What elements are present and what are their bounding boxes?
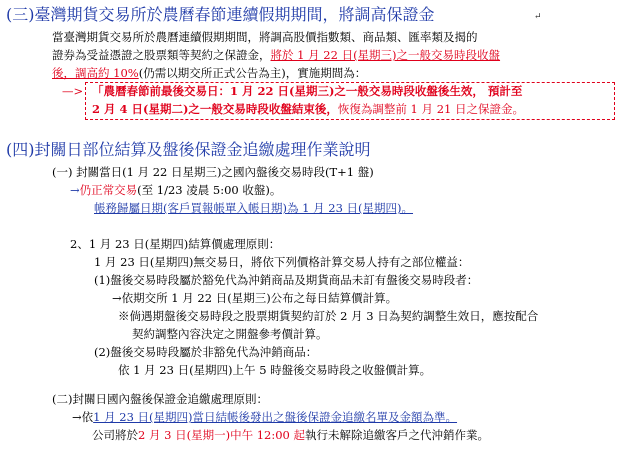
section3-paragraph-line1: 當臺灣期貨交易所於農曆連續假期期間，將調高股價指數類、商品類、匯率類及揭的	[52, 30, 478, 44]
item3-heading: (二)封關日國內盤後保證金追繳處理原則：	[52, 392, 268, 406]
section3-paragraph-line3	[52, 66, 366, 81]
item2-line4: (2)盤後交易時段屬於非豁免代為沖銷商品：	[94, 345, 318, 359]
item1-line: (一) 封關當日(1 月 22 日星期三)之國內盤後交易時段(T+1 盤)	[52, 165, 374, 179]
arrow-icon: →	[70, 183, 80, 197]
item2-line3: →依期交所 1 月 22 日(星期三)公布之每日結算價計算。	[112, 291, 398, 305]
item1-trade-line	[70, 183, 281, 198]
deadline-text: 2 月 3 日(星期一)中午 12:00 起	[138, 428, 306, 442]
document-page: (三)臺灣期貨交易所於農曆春節連續假期期間，將調高保證金 ↵ 當臺灣期貨交易所於農曆連續假期期間，將調高股價指數類、商品類、匯率類及揭的 證券為受益憑證之股票類等契約之保證金，將於 1 月 22 日(星期三)之一般交易時段收盤 後，調高約 10%(仍需以期交所正式公告為主)，實施期間為： —> 「農曆春節前最後交易日：1 月 22 日(星期三)之一般交易時段收盤後生效， 預計至 2 月 4 日(星期二)之一般交易時段收盤結束後，恢復為調整前 1 月 21 日之保證金。 (四)封關日部位結算及盤後保證金追繳處理作業說明 (一) 封關當日(1 月 22 日星期三)之國內盤後交易時段(T+1 盤) →仍正常交易(至 1/23 凌晨 5:00 收盤)。 帳務歸屬日期(客戶買報帳單入帳日期)為 1 月 23 日(星期四)。 2、1 月 23 日(星期四)結算價處理原則： 1 月 23 日(星期四)無交易日，將依下列價格計算交易人持有之部位權益： (1)盤後交易時段屬於豁免代為沖銷商品及期貨商品未訂有盤後交易時段者： →依期交所 1 月 22 日(星期三)公布之每日結算價計算。 ※倘遇期盤後交易時段之股票期貨契約訂於 2 月 3 日為契約調整生效日，應按配合 契約調整內容決定之開盤參考價計算。 (2)盤後交易時段屬於非豁免代為沖銷商品： 依 1 月 23 日(星期四)上午 5 時盤後交易時段之收盤價計算。 (二)封關日國內盤後保證金追繳處理原則： →依1 月 23 日(星期四)當日結帳後發出之盤後保證金追繳名單及金額為準。 公司將於2 月 3 日(星期一)中午 12:00 起執行未解除追繳客戶之代沖銷作業。	[0, 0, 643, 450]
item3-text: 公司將於	[92, 428, 138, 442]
section3-quote-line1: 「農曆春節前最後交易日：1 月 22 日(星期三)之一般交易時段收盤後生效， 預計至	[92, 84, 523, 98]
section3-note-text: (仍需以期交所正式公告為主)，實施期間為：	[138, 66, 367, 80]
item3-text-end: 執行未解除追繳客戶之代沖銷作業。	[305, 428, 490, 442]
section3-paragraph-line2	[52, 48, 500, 63]
section3-quote-rest: 恢復為調整前 1 月 21 日之保證金。	[337, 102, 524, 116]
account-date-line: 帳務歸屬日期(客戶買報帳單入帳日期)為 1 月 23 日(星期四)。	[94, 201, 414, 215]
item2-line5: 依 1 月 23 日(星期四)上午 5 時盤後交易時段之收盤價計算。	[118, 363, 432, 377]
section3-date-text: 將於 1 月 22 日(星期三)之一般交易時段收盤	[270, 48, 501, 62]
section3-text: 證券為受益憑證之股票類等契約之保證金，	[52, 48, 271, 62]
arrow-icon: →依	[72, 410, 94, 424]
item2-line1: 1 月 23 日(星期四)無交易日，將依下列價格計算交易人持有之部位權益：	[94, 255, 470, 269]
item2-heading: 2、1 月 23 日(星期四)結算價處理原則：	[70, 237, 281, 251]
normal-trade-text: 仍正常交易	[79, 183, 138, 197]
arrow-indicator: —>	[62, 84, 84, 98]
section4-heading: (四)封關日部位結算及盤後保證金追繳處理作業說明	[6, 140, 371, 159]
section3-heading: (三)臺灣期貨交易所於農曆春節連續假期期間，將調高保證金	[6, 5, 435, 24]
margin-list-text: 1 月 23 日(星期四)當日結帳後發出之盤後保證金追繳名單及金額為準。	[93, 410, 458, 424]
item2-note-line2: 契約調整內容決定之開盤參考價計算。	[132, 327, 328, 341]
highlight-box	[85, 82, 615, 120]
item2-note-line1: ※倘遇期盤後交易時段之股票期貨契約訂於 2 月 3 日為契約調整生效日，應按配合	[118, 309, 539, 323]
section3-quote-bold: 2 月 4 日(星期二)之一般交易時段收盤結束後，	[92, 102, 338, 116]
section3-rate-text: 後，調高約 10%	[52, 66, 139, 80]
item3-line1	[72, 410, 457, 425]
item2-line2: (1)盤後交易時段屬於豁免代為沖銷商品及期貨商品未訂有盤後交易時段者：	[94, 273, 479, 287]
close-time-text: (至 1/23 凌晨 5:00 收盤)。	[137, 183, 282, 197]
item3-line2	[92, 428, 489, 443]
